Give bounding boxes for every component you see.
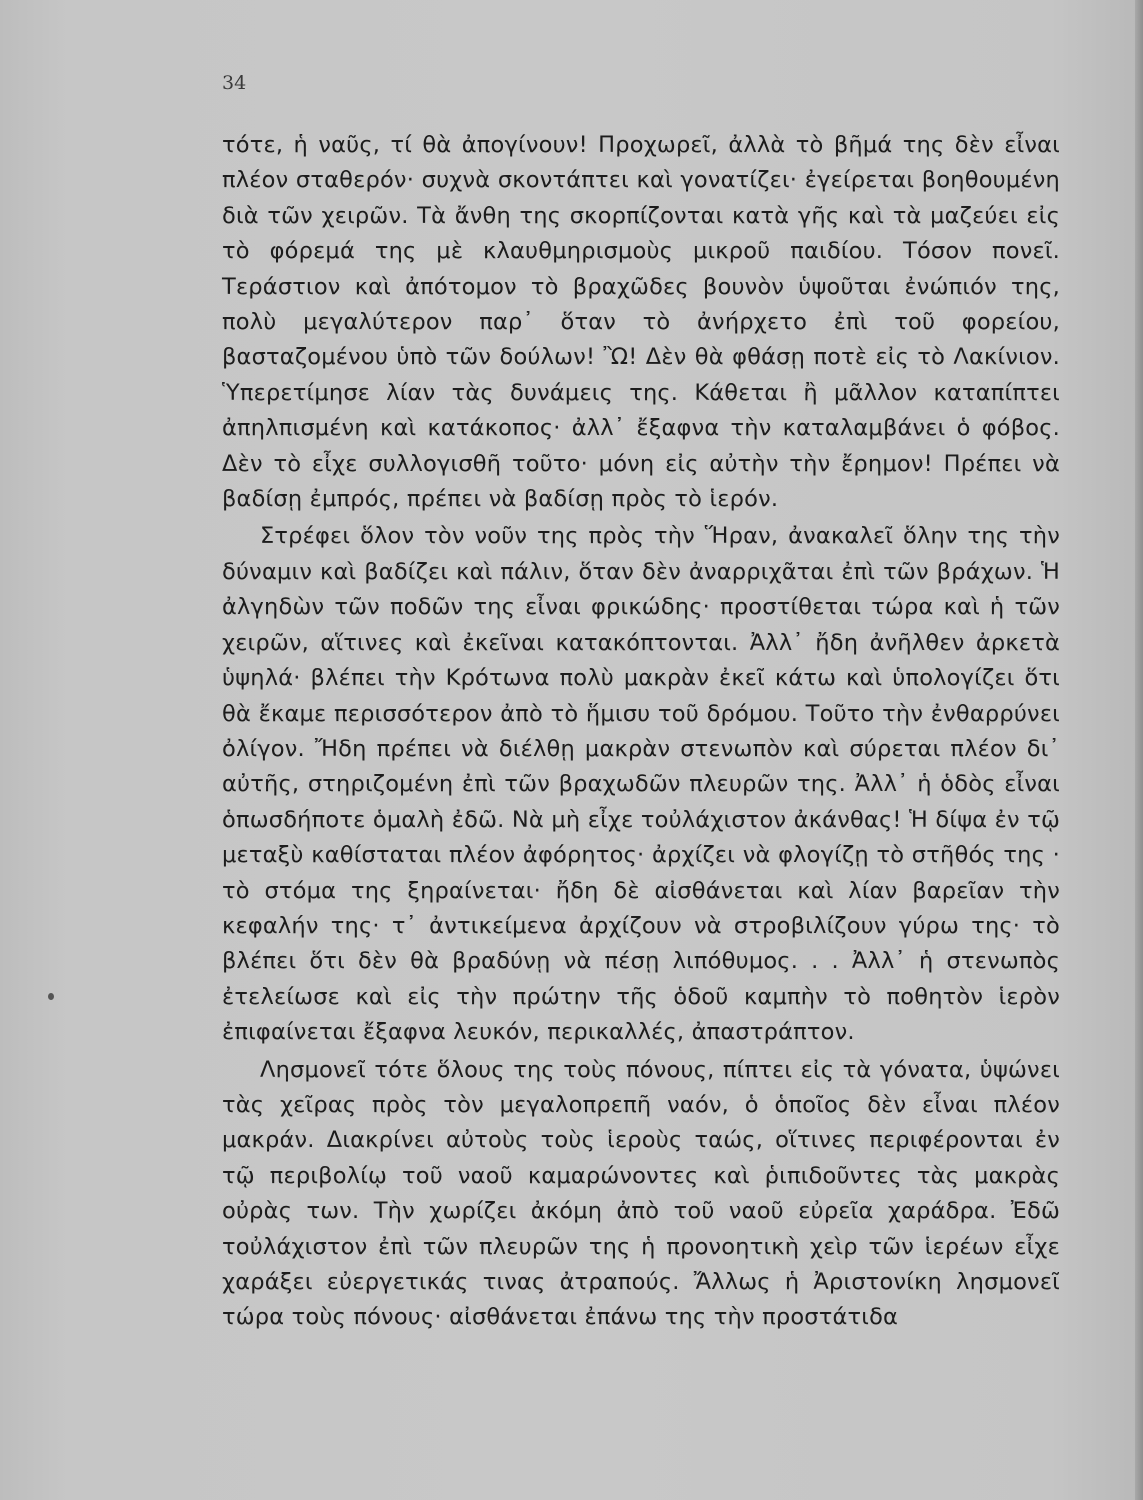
scan-speck — [48, 993, 54, 1000]
paragraph-2: Στρέφει ὅλον τὸν νοῦν της πρὸς τὴν Ἥραν, ἀνακαλεῖ ὅλην της τὴν δύναμιν καὶ βαδίζει καὶ πάλιν, ὅταν δὲν ἀναρριχᾶται ἐπὶ τῶν βράχων. Ἡ ἀλγηδὼν τῶν ποδῶν της εἶναι φρικώδης· προστίθεται τώρα καὶ ἡ τῶν χειρῶν, αἵτινες καὶ ἐκεῖναι κατακόπτονται. Ἀλλ᾽ ἤδη ἀνῆλθεν ἀρκετὰ ὑψηλά· βλέπει τὴν Κρότωνα πολὺ μακρὰν ἐκεῖ κάτω καὶ ὑπολογίζει ὅτι θὰ ἔκαμε περισσότερον ἀπὸ τὸ ἥμισυ τοῦ δρόμου. Τοῦτο τὴν ἐνθαρρύνει ὀλίγον. Ἤδη πρέπει νὰ διέλθῃ μακρὰν στενωπὸν καὶ σύρεται πλέον δι᾽ αὐτῆς, στηριζομένη ἐπὶ τῶν βραχωδῶν πλευρῶν της. Ἀλλ᾽ ἡ ὁδὸς εἶναι ὁπωσδήποτε ὁμαλὴ ἐδῶ. Νὰ μὴ εἶχε τοὐλάχιστον ἀκάνθας! Ἡ δίψα ἐν τῷ μεταξὺ καθίσταται πλέον ἀφόρητος· ἀρχίζει νὰ φλογίζῃ τὸ στῆθός της · τὸ στόμα της ξηραίνεται· ἤδη δὲ αἰσθάνεται καὶ λίαν βαρεῖαν τὴν κεφαλήν της· τ᾽ ἀντικείμενα ἀρχίζουν νὰ στροβιλίζουν γύρω της· τὸ βλέπει ὅτι δὲν θὰ βραδύνῃ νὰ πέσῃ λιπόθυμος. . . Ἀλλ᾽ ἡ στενωπὸς ἐτελείωσε καὶ εἰς τὴν πρώτην τῆς ὁδοῦ καμπὴν τὸ ποθητὸν ἱερὸν ἐπιφαίνεται ἔξαφνα λευκόν, περικαλλές, ἀπαστράπτον. — [222, 523, 1060, 1046]
page-edge-shadow — [1135, 0, 1143, 1500]
paragraph-3: Λησμονεῖ τότε ὅλους της τοὺς πόνους, πίπτει εἰς τὰ γόνατα, ὑψώνει τὰς χεῖρας πρὸς τὸν μεγαλοπρεπῆ ναόν, ὁ ὁποῖος δὲν εἶναι πλέον μακράν. Διακρίνει αὐτοὺς τοὺς ἱεροὺς ταώς, οἵτινες περιφέρονται ἐν τῷ περιβολίῳ τοῦ ναοῦ καμαρώνοντες καὶ ῥιπιδοῦντες τὰς μακρὰς οὐρὰς των. Τὴν χωρίζει ἀκόμη ἀπὸ τοῦ ναοῦ εὐρεῖα χαράδρα. Ἐδῶ τοὐλάχιστον ἐπὶ τῶν πλευρῶν της ἡ προνοητικὴ χεὶρ τῶν ἱερέων εἶχε χαράξει εὐεργετικάς τινας ἀτραπούς. Ἄλλως ἡ Ἀριστονίκη λησμονεῖ τώρα τοὺς πόνους· αἰσθάνεται ἐπάνω της τὴν προστάτιδα — [222, 1056, 1060, 1331]
body-text — [222, 128, 1060, 1336]
page-number: 34 — [222, 72, 247, 94]
paragraph-1: τότε, ἡ ναῦς, τί θὰ ἀπογίνουν! Προχωρεῖ, ἀλλὰ τὸ βῆμά της δὲν εἶναι πλέον σταθερόν· συχνὰ σκοντάπτει καὶ γονατίζει· ἐγείρεται βοηθουμένη διὰ τῶν χειρῶν. Τὰ ἄνθη της σκορπίζονται κατὰ γῆς καὶ τὰ μαζεύει εἰς τὸ φόρεμά της μὲ κλαυθμηρισμοὺς μικροῦ παιδίου. Τόσον πονεῖ. Τεράστιον καὶ ἀπότομον τὸ βραχῶδες βουνὸν ὑψοῦται ἐνώπιόν της, πολὺ μεγαλύτερον παρ᾽ ὅταν τὸ ἀνήρχετο ἐπὶ τοῦ φορείου, βασταζομένου ὑπὸ τῶν δούλων! Ὢ! Δὲν θὰ φθάσῃ ποτὲ εἰς τὸ Λακίνιον. Ὑπερετίμησε λίαν τὰς δυνάμεις της. Κάθεται ἢ μᾶλλον καταπίπτει ἀπηλπισμένη καὶ κατάκοπος· ἀλλ᾽ ἔξαφνα τὴν καταλαμβάνει ὁ φόβος. Δὲν τὸ εἶχε συλλογισθῆ τοῦτο· μόνη εἰς αὐτὴν τὴν ἔρημον! Πρέπει νὰ βαδίσῃ ἐμπρός, πρέπει νὰ βαδίσῃ πρὸς τὸ ἱερόν. — [222, 132, 1060, 513]
